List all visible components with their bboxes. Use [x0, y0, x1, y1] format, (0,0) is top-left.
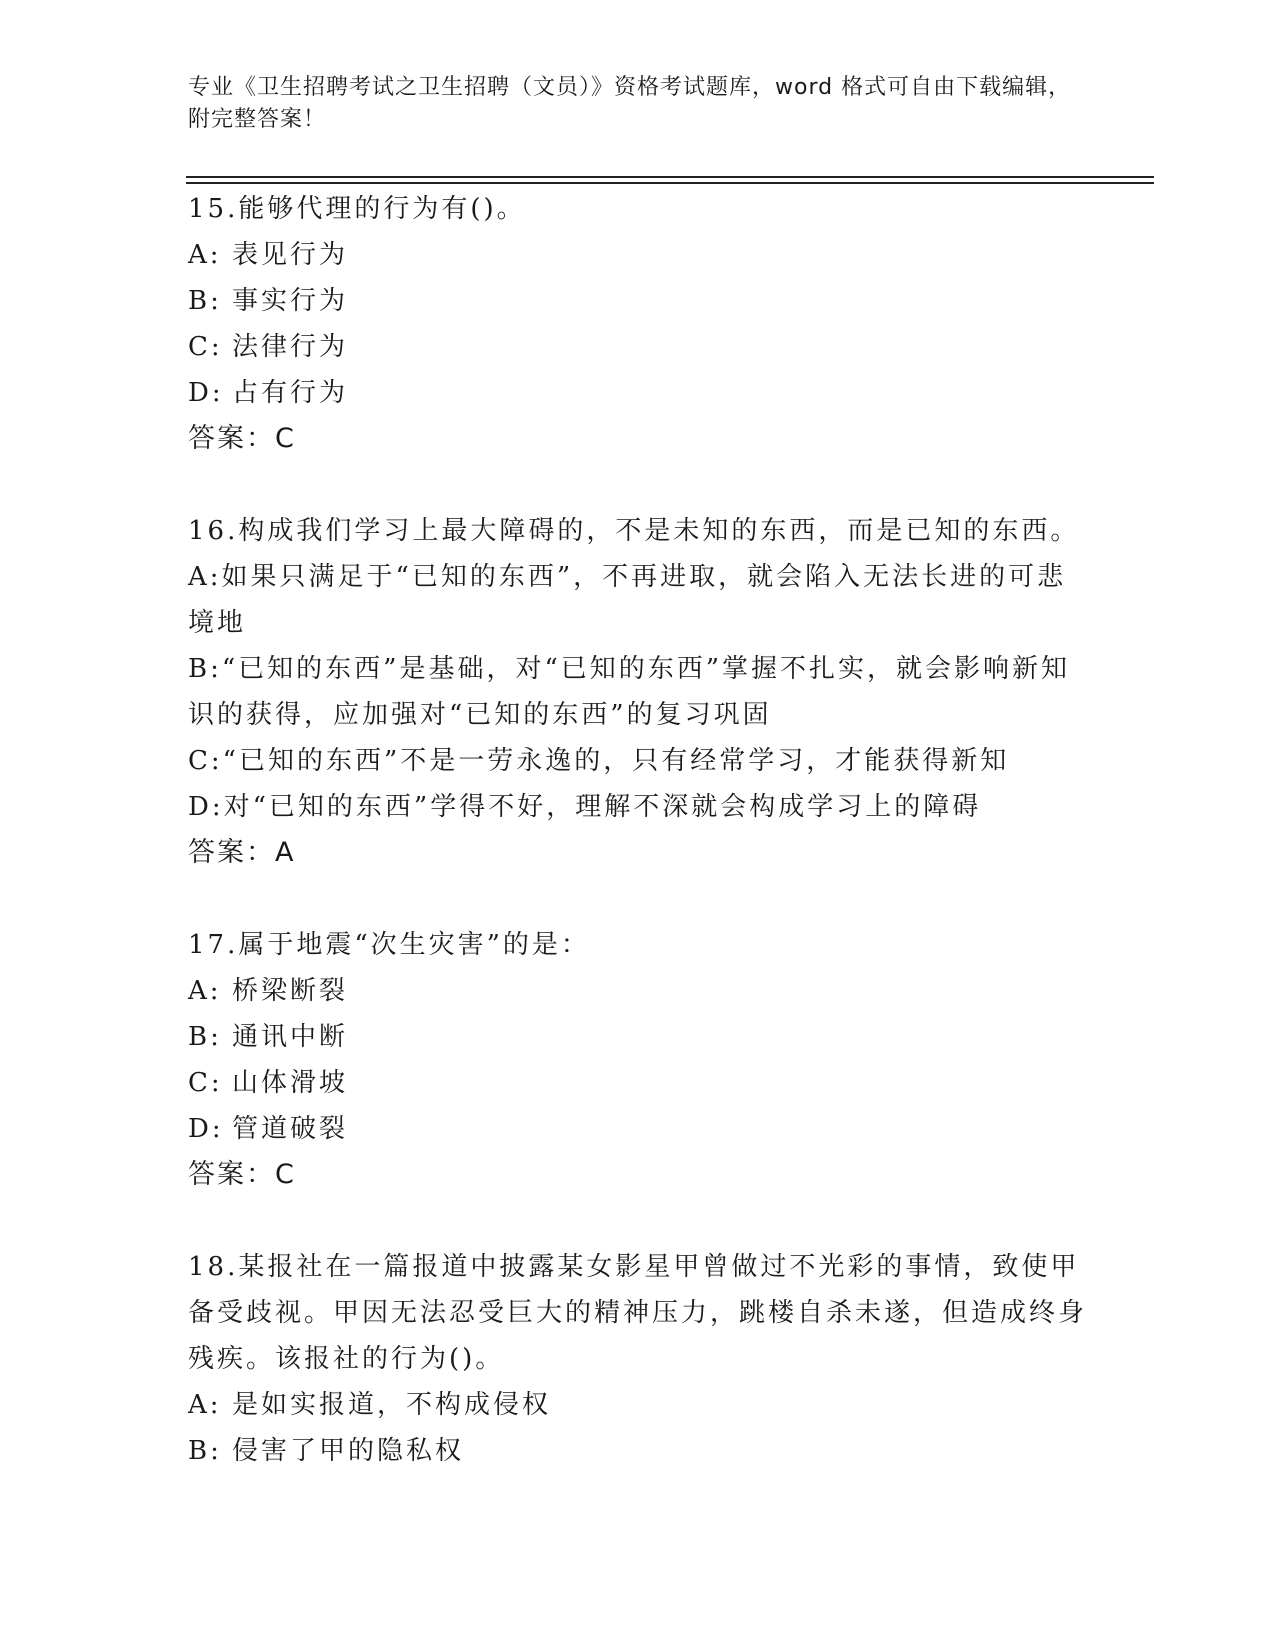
question-list — [188, 186, 1088, 1520]
document-header: 专业《卫生招聘考试之卫生招聘（文员）》资格考试题库，word 格式可自由下载编辑，附完整答案！ — [188, 75, 1072, 132]
option-text: 山体滑坡 — [232, 1068, 349, 1098]
option-letter: D: — [188, 378, 224, 408]
question-16 — [188, 508, 1088, 876]
option-b — [188, 278, 1088, 324]
question-15 — [188, 186, 1088, 462]
option-c — [188, 324, 1088, 370]
option-text: 表见行为 — [232, 240, 349, 270]
option-letter: C: — [188, 1068, 223, 1098]
option-d — [188, 1106, 1088, 1152]
option-text: 如果只满足于“已知的东西”，不再进取，就会陷入无法长进的可悲境地 — [188, 562, 1067, 638]
option-letter: C: — [188, 332, 223, 362]
option-text: 法律行为 — [232, 332, 349, 362]
option-letter: A: — [188, 240, 222, 270]
option-a — [188, 554, 1088, 646]
question-18 — [188, 1244, 1088, 1474]
header-rule-bottom — [186, 182, 1154, 184]
option-c — [188, 738, 1088, 784]
option-text: 管道破裂 — [232, 1114, 349, 1144]
option-letter: C: — [188, 746, 223, 776]
option-letter: B: — [188, 654, 222, 684]
option-a — [188, 232, 1088, 278]
option-a — [188, 968, 1088, 1014]
option-letter: B: — [188, 1022, 222, 1052]
option-a — [188, 1382, 1088, 1428]
option-b — [188, 646, 1088, 738]
option-text: “已知的东西”不是一劳永逸的，只有经常学习，才能获得新知 — [222, 746, 1010, 776]
option-letter: D: — [188, 1114, 224, 1144]
option-d — [188, 784, 1088, 830]
question-stem: 18.某报社在一篇报道中披露某女影星甲曾做过不光彩的事情，致使甲备受歧视。甲因无法忍受巨大的精神压力，跳楼自杀未遂，但造成终身残疾。该报社的行为()。 — [188, 1252, 1088, 1374]
answer-line: 答案：A — [188, 837, 296, 868]
question-stem: 15.能够代理的行为有()。 — [188, 194, 526, 224]
option-d — [188, 370, 1088, 416]
option-letter: B: — [188, 286, 222, 316]
option-text: 侵害了甲的隐私权 — [232, 1436, 465, 1466]
option-letter: A: — [188, 1390, 222, 1420]
option-text: 对“已知的东西”学得不好，理解不深就会构成学习上的障碍 — [223, 792, 982, 822]
option-text: 通讯中断 — [232, 1022, 349, 1052]
question-stem: 17.属于地震“次生灾害”的是： — [188, 930, 590, 960]
option-b — [188, 1014, 1088, 1060]
option-letter: B: — [188, 1436, 222, 1466]
option-letter: D: — [188, 792, 224, 822]
header-rule-top — [186, 176, 1154, 178]
option-text: 桥梁断裂 — [232, 976, 349, 1006]
option-text: 是如实报道，不构成侵权 — [232, 1390, 552, 1420]
option-letter: A: — [188, 562, 222, 592]
option-text: 事实行为 — [232, 286, 349, 316]
answer-line: 答案：C — [188, 1159, 296, 1190]
option-letter: A: — [188, 976, 222, 1006]
option-b — [188, 1428, 1088, 1474]
answer-line: 答案：C — [188, 423, 296, 454]
question-17 — [188, 922, 1088, 1198]
option-text: 占有行为 — [232, 378, 349, 408]
option-c — [188, 1060, 1088, 1106]
option-text: “已知的东西”是基础，对“已知的东西”掌握不扎实，就会影响新知识的获得，应加强对“已知的东西”的复习巩固 — [188, 654, 1071, 730]
question-stem: 16.构成我们学习上最大障碍的，不是未知的东西，而是已知的东西。 — [188, 516, 1080, 546]
